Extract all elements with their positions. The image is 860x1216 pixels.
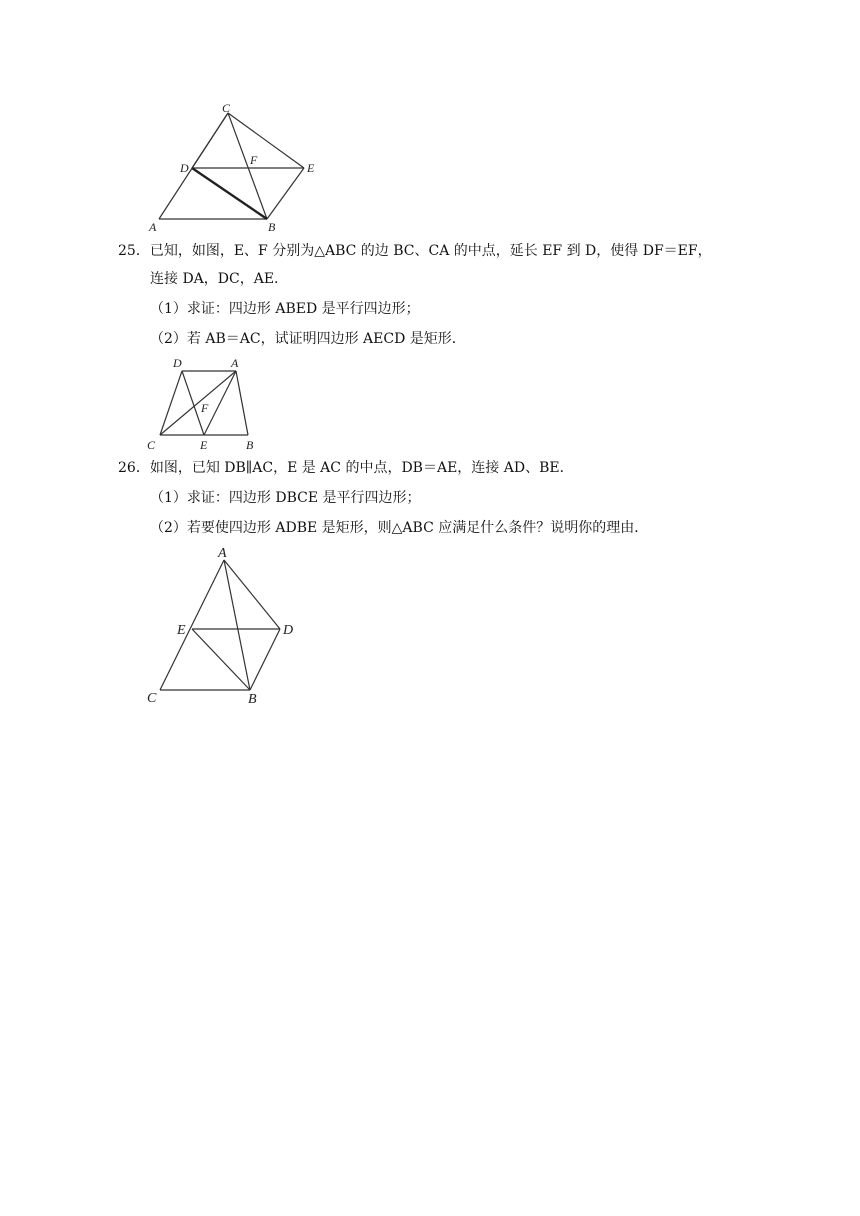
label-e: E: [177, 623, 186, 638]
segment-eb: [267, 168, 304, 219]
label-e: E: [307, 161, 315, 175]
label-b: B: [246, 438, 254, 452]
label-a: A: [218, 546, 227, 561]
label-d: D: [173, 356, 182, 370]
label-b: B: [268, 220, 276, 234]
label-f: F: [250, 153, 258, 167]
q26-part1: （1）求证：四边形 DBCE 是平行四边形；: [150, 490, 421, 506]
segment-ab: [224, 560, 250, 690]
label-a: A: [231, 356, 239, 370]
figure-q25: [0, 350, 860, 460]
figure-top: [0, 95, 860, 335]
q25-part2: （2）若 AB＝AC，试证明四边形 AECD 是矩形．: [150, 331, 466, 347]
label-c: C: [222, 101, 231, 115]
label-a: A: [149, 220, 157, 234]
q26-part2: （2）若要使四边形 ADBE 是矩形，则△ABC 应满足什么条件？说明你的理由．: [150, 520, 649, 536]
label-e: E: [200, 438, 208, 452]
q26-statement-line1: 26．如图，已知 DB∥AC，E 是 AC 的中点，DB＝AE，连接 AD、BE．: [118, 460, 574, 476]
label-d: D: [283, 623, 294, 638]
label-d: D: [180, 161, 189, 175]
segment-cb: [228, 113, 267, 219]
segment-eb: [192, 629, 250, 690]
label-c: C: [147, 438, 156, 452]
label-f: F: [201, 401, 209, 415]
segment-ae: [204, 371, 236, 435]
segment-dc: [192, 113, 228, 168]
segment-ab: [236, 371, 248, 435]
segment-ad: [224, 560, 280, 629]
q25-part1: （1）求证：四边形 ABED 是平行四边形；: [150, 301, 420, 317]
q25-statement-line2: 连接 DA，DC，AE．: [150, 271, 289, 287]
figure-q26: [0, 540, 860, 710]
segment-ac: [160, 560, 224, 690]
label-c: C: [147, 691, 157, 706]
segment-db: [192, 168, 267, 219]
segment-ce: [228, 113, 304, 168]
segment-db: [250, 629, 280, 690]
label-b: B: [248, 692, 257, 707]
q25-statement-line1: 25．已知，如图，E、F 分别为△ABC 的边 BC、CA 的中点，延长 EF 到 D，使得 DF＝EF，: [118, 243, 712, 259]
